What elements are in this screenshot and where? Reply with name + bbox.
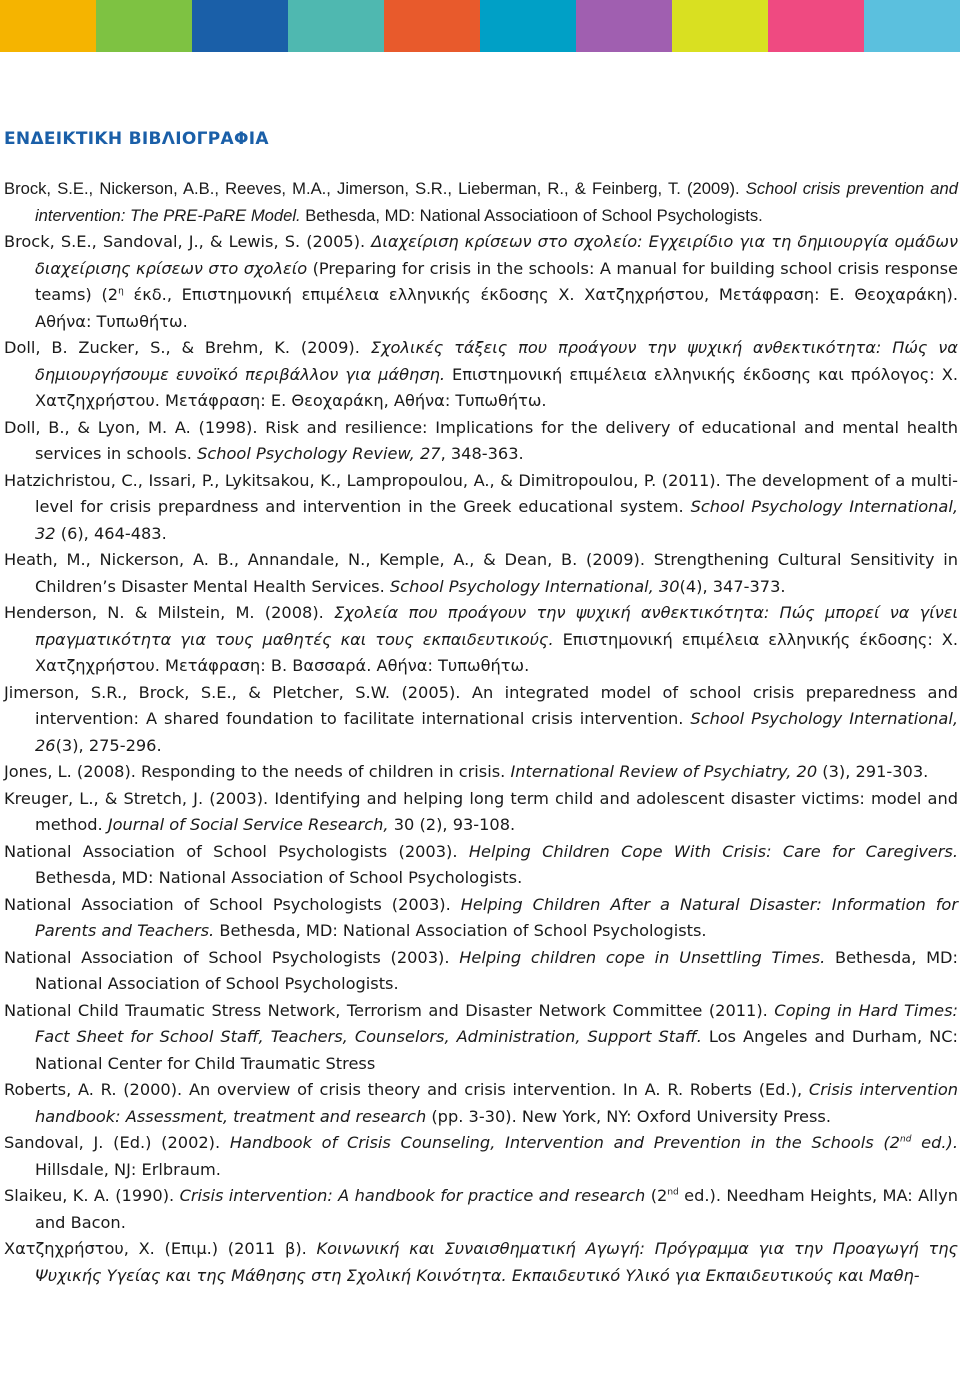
reference-text: (3), 291-303. <box>817 762 929 781</box>
reference-item <box>4 547 958 600</box>
reference-item <box>4 468 958 548</box>
color-stripe-segment <box>384 0 480 52</box>
reference-text: 30 (2), 93-108. <box>388 815 516 834</box>
reference-item <box>4 600 958 680</box>
reference-text: Journal of Social Service Research, <box>107 815 389 834</box>
reference-text: Doll, B. Zucker, S., & Brehm, K. (2009). <box>4 338 371 357</box>
reference-item <box>4 680 958 760</box>
reference-text: National Association of School Psychologists (2003). <box>4 841 469 861</box>
reference-text: ed.). <box>911 1133 958 1152</box>
reference-text: Slaikeu, K. A. (1990). <box>4 1186 180 1205</box>
reference-text: National Association of School Psychologists (2003). <box>4 947 460 967</box>
reference-text: Σχολικές τάξεις που προάγουν την ψυχική ανθεκτικότητα: Πώς να δημιουργήσουμε ευνοϊκό περιβάλλον για μάθηση. <box>35 338 958 384</box>
reference-text: Heath, M., Nickerson, A. B., Annandale, N., Kemple, A., & Dean, B. (2009). Strengthening Cultural Sensitivity in Children’s Disaster Mental Health Services. <box>4 550 958 596</box>
reference-item <box>4 759 958 786</box>
reference-text: Επιστημονική επιμέλεια ελληνικής έκδοσης: Χ. Χατζηχρήστου. Μετάφραση: Β. Βασσαρά. Αθήνα: Τυπωθήτω. <box>35 629 958 675</box>
reference-text: Κοινωνική και Συναισθηματική Αγωγή: Πρόγραμμα για την Προαγωγή της Ψυχικής Υγείας και της Μάθησης στη Σχολική Κοινότητα. <box>35 1239 958 1285</box>
reference-text: School Psychology International, 26 <box>35 709 958 755</box>
reference-text: (3), 275-296. <box>55 735 162 755</box>
reference-item <box>4 786 958 839</box>
reference-text: Crisis intervention: A handbook for practice and research <box>179 1186 646 1205</box>
reference-item <box>4 945 958 998</box>
reference-text: Roberts, A. R. (2000). An overview of crisis theory and crisis intervention. In A. R. Roberts (Ed.), <box>4 1080 809 1099</box>
color-stripe-segment <box>96 0 192 52</box>
reference-text: School crisis prevention and intervention: The PRE-PaRE Model. <box>35 179 958 225</box>
reference-text: International Review of Psychiatry, 20 <box>510 762 818 781</box>
reference-text: Coping in Hard Times: Fact Sheet for School Staff, Teachers, Counselors, Administration, Support Staff. <box>35 1000 958 1046</box>
reference-text: Hatzichristou, C., Issari, P., Lykitsakou, K., Lampropoulou, A., & Dimitropoulou, P. (2011). The development of a multi-level for crisis prepardness and intervention in the Greek educational system. <box>4 470 958 516</box>
reference-text: (Preparing for crisis in the schools: A manual for building school crisis response teams) (2 <box>35 258 958 304</box>
reference-text: Jones, L. (2008). Responding to the needs of children in crisis. <box>4 762 511 781</box>
reference-text: Εκπαιδευτικό Υλικό για Εκπαιδευτικούς και Μαθη- <box>506 1265 920 1285</box>
reference-item <box>4 176 958 229</box>
reference-superscript: η <box>118 286 124 297</box>
reference-text: Brock, S.E., Sandoval, J., & Lewis, S. (2005). <box>4 232 372 251</box>
color-stripe-segment <box>864 0 960 52</box>
reference-text: School Psychology International, 32 <box>35 497 958 543</box>
reference-text: Kreuger, L., & Stretch, J. (2003). Identifying and helping long term child and adolescent disaster victims: model and method. <box>4 788 958 834</box>
reference-item <box>4 839 958 892</box>
color-stripe-segment <box>288 0 384 52</box>
reference-text: (2 <box>645 1186 668 1205</box>
reference-text: Brock, S.E., Nickerson, A.B., Reeves, M.A., Jimerson, S.R., Lieberman, R., & Feinberg, T. (2009). <box>4 179 746 198</box>
reference-text: Επιστημονική επιμέλεια ελληνικής έκδοσης και πρόλογος: Χ. Χατζηχρήστου. Μετάφραση: Ε. Θεοχαράκη, Αθήνα: Τυπωθήτω. <box>35 364 958 410</box>
reference-text: Σχολεία που προάγουν την ψυχική ανθεκτικότητα: Πώς μπορεί να γίνει πραγματικότητα για τους μαθητές και τους εκπαιδευτικούς. <box>35 603 958 649</box>
color-stripe-segment <box>768 0 864 52</box>
reference-item <box>4 1077 958 1130</box>
bibliography-section <box>4 128 958 1289</box>
reference-text: Helping Children Cope With Crisis: Care for Caregivers. <box>468 841 958 861</box>
reference-text: Διαχείριση κρίσεων στο σχολείο: Εγχειρίδιο για τη δημιουργία ομάδων διαχείρισης κρίσεων στο σχολείο <box>35 232 959 278</box>
reference-item <box>4 415 958 468</box>
reference-item <box>4 998 958 1078</box>
reference-text: Crisis intervention handbook: Assessment, treatment and research <box>35 1080 958 1126</box>
reference-text: Bethesda, MD: National Association of School Psychologists. <box>35 868 523 887</box>
reference-item <box>4 1183 958 1236</box>
reference-item <box>4 335 958 415</box>
reference-text: National Child Traumatic Stress Network, Terrorism and Disaster Network Committee (2011). <box>4 1000 775 1020</box>
reference-text: (4), 347-373. <box>679 576 786 596</box>
reference-text: Helping children cope in Unsettling Times. <box>459 947 826 967</box>
reference-text: ed.). Needham Heights, MA: Allyn and Bacon. <box>35 1186 958 1232</box>
bibliography-heading: ΕΝΔΕΙΚΤΙΚΗ ΒΙΒΛΙΟΓΡΑΦΙΑ <box>4 129 269 149</box>
reference-superscript: nd <box>899 1134 912 1145</box>
reference-item <box>4 1130 958 1183</box>
color-stripe-segment <box>672 0 768 52</box>
reference-text: School Psychology Review, 27 <box>197 444 441 463</box>
reference-text: National Association of School Psychologists (2003). <box>4 894 461 914</box>
color-stripe-segment <box>480 0 576 52</box>
reference-text: Jimerson, S.R., Brock, S.E., & Pletcher, S.W. (2005). An integrated model of school crisis preparedness and intervention: A shared foundation to facilitate international crisis intervention. <box>4 682 958 728</box>
reference-item <box>4 892 958 945</box>
color-stripe-segment <box>192 0 288 52</box>
reference-text: Bethesda, MD: National Association of School Psychologists. <box>214 921 707 940</box>
reference-text: Bethesda, MD: National Associatioon of School Psychologists. <box>300 205 763 225</box>
reference-text: Henderson, N. & Milstein, M. (2008). <box>4 603 335 622</box>
reference-item <box>4 1236 958 1289</box>
reference-text: Sandoval, J. (Ed.) (2002). <box>4 1133 230 1152</box>
reference-superscript: nd <box>667 1187 679 1198</box>
color-stripe-bar <box>0 0 960 52</box>
reference-text: Handbook of Crisis Counseling, Intervention and Prevention in the Schools (2 <box>229 1133 900 1152</box>
color-stripe-segment <box>576 0 672 52</box>
reference-text: Hillsdale, NJ: Erlbraum. <box>35 1159 221 1179</box>
reference-text: έκδ., Επιστημονική επιμέλεια ελληνικής έκδοσης Χ. Χατζηχρήστου, Μετάφραση: Ε. Θεοχαράκη). Αθήνα: Τυπωθήτω. <box>35 285 958 331</box>
reference-text: Doll, B., & Lyon, M. A. (1998). Risk and resilience: Implications for the delivery of educational and mental health services in schools. <box>4 417 958 463</box>
reference-text: Χατζηχρήστου, Χ. (Επιμ.) (2011 β). <box>4 1239 317 1258</box>
reference-text: Bethesda, MD: National Association of School Psychologists. <box>35 947 958 993</box>
reference-item <box>4 229 958 335</box>
reference-text: School Psychology International, 30 <box>389 576 680 596</box>
reference-text: , 348-363. <box>440 444 524 463</box>
reference-text: Helping Children After a Natural Disaster: Information for Parents and Teachers. <box>35 894 958 940</box>
color-stripe-segment <box>0 0 96 52</box>
reference-text: Los Angeles and Durham, NC: National Center for Child Traumatic Stress <box>35 1027 958 1073</box>
reference-text: (pp. 3-30). New York, NY: Oxford University Press. <box>426 1106 831 1126</box>
reference-list <box>4 176 958 1289</box>
reference-text: (6), 464-483. <box>55 523 167 543</box>
